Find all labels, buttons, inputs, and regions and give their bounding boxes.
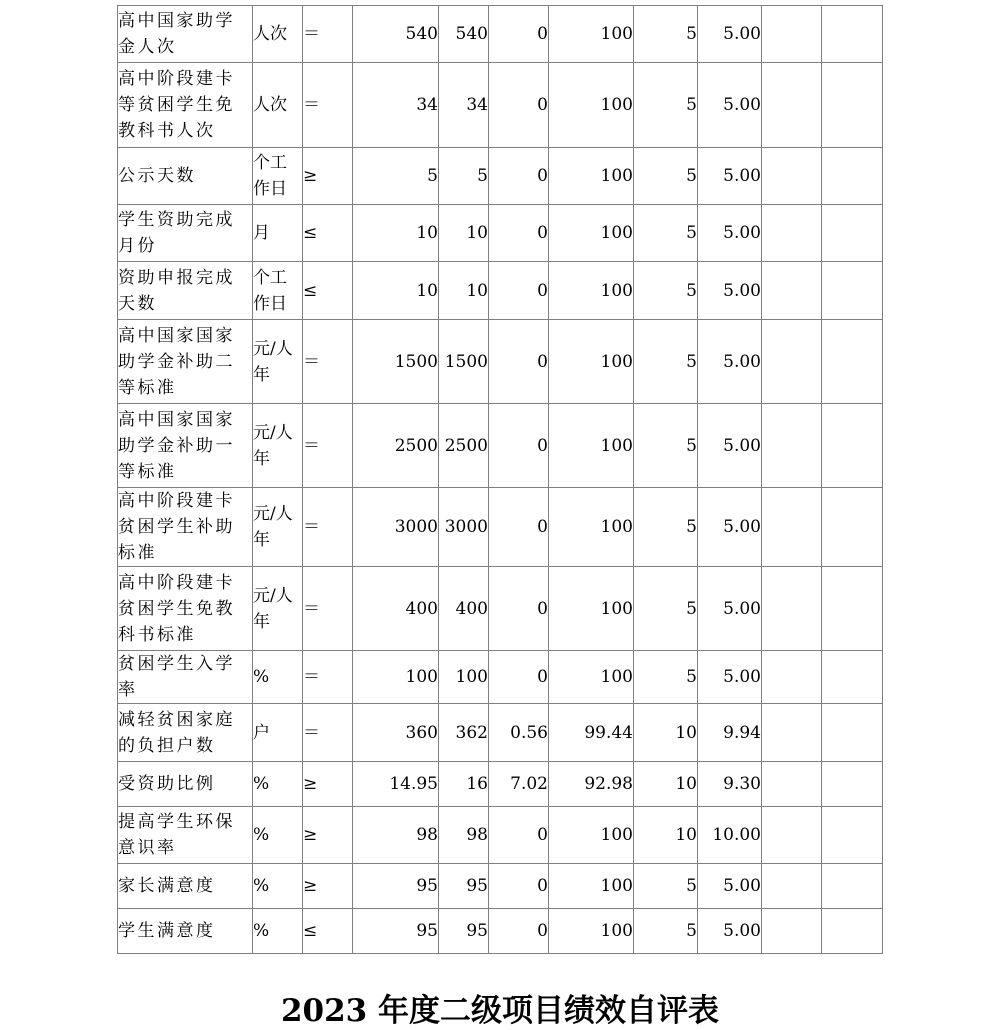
- comparison-operator: ＝: [303, 6, 353, 63]
- empty-cell: [822, 6, 883, 63]
- actual-value: 362: [439, 704, 489, 762]
- empty-cell: [822, 320, 883, 404]
- target-value: 95: [353, 864, 439, 909]
- target-value: 5: [353, 148, 439, 205]
- comparison-operator: ＝: [303, 704, 353, 762]
- indicator-unit: 人次: [253, 63, 303, 148]
- deviation-value: 0: [489, 262, 549, 320]
- empty-cell: [822, 762, 883, 807]
- actual-value: 5: [439, 148, 489, 205]
- deviation-value: 0: [489, 148, 549, 205]
- indicator-unit: 人次: [253, 6, 303, 63]
- score-value: 5.00: [698, 864, 762, 909]
- indicator-name: 提高学生环保意识率: [118, 807, 253, 864]
- score-value: 5.00: [698, 909, 762, 954]
- actual-value: 95: [439, 864, 489, 909]
- weight-value: 5: [634, 320, 698, 404]
- target-value: 10: [353, 262, 439, 320]
- indicator-unit: %: [253, 762, 303, 807]
- completion-rate: 100: [549, 262, 634, 320]
- weight-value: 10: [634, 762, 698, 807]
- completion-rate: 100: [549, 909, 634, 954]
- comparison-operator: ＝: [303, 63, 353, 148]
- comparison-operator: ＝: [303, 320, 353, 404]
- empty-cell: [822, 807, 883, 864]
- target-value: 98: [353, 807, 439, 864]
- actual-value: 10: [439, 205, 489, 262]
- actual-value: 3000: [439, 488, 489, 567]
- completion-rate: 100: [549, 567, 634, 651]
- indicator-name: 学生资助完成月份: [118, 205, 253, 262]
- deviation-value: 0: [489, 807, 549, 864]
- deviation-value: 0.56: [489, 704, 549, 762]
- actual-value: 98: [439, 807, 489, 864]
- completion-rate: 100: [549, 864, 634, 909]
- target-value: 400: [353, 567, 439, 651]
- table-row: [118, 320, 883, 404]
- table-row: [118, 404, 883, 488]
- empty-cell: [762, 262, 822, 320]
- empty-cell: [762, 63, 822, 148]
- actual-value: 10: [439, 262, 489, 320]
- target-value: 360: [353, 704, 439, 762]
- weight-value: 5: [634, 6, 698, 63]
- empty-cell: [822, 651, 883, 704]
- indicator-name: 高中国家助学金人次: [118, 6, 253, 63]
- score-value: 10.00: [698, 807, 762, 864]
- weight-value: 10: [634, 704, 698, 762]
- actual-value: 1500: [439, 320, 489, 404]
- empty-cell: [762, 320, 822, 404]
- indicator-unit: 元/人年: [253, 320, 303, 404]
- completion-rate: 100: [549, 651, 634, 704]
- score-value: 5.00: [698, 320, 762, 404]
- target-value: 95: [353, 909, 439, 954]
- table-row: [118, 762, 883, 807]
- indicator-unit: %: [253, 864, 303, 909]
- actual-value: 95: [439, 909, 489, 954]
- completion-rate: 100: [549, 6, 634, 63]
- indicator-unit: %: [253, 651, 303, 704]
- target-value: 1500: [353, 320, 439, 404]
- empty-cell: [762, 567, 822, 651]
- score-value: 5.00: [698, 6, 762, 63]
- completion-rate: 100: [549, 63, 634, 148]
- comparison-operator: ≥: [303, 807, 353, 864]
- completion-rate: 100: [549, 320, 634, 404]
- empty-cell: [762, 205, 822, 262]
- weight-value: 5: [634, 651, 698, 704]
- performance-table: [117, 5, 883, 954]
- indicator-name: 贫困学生入学率: [118, 651, 253, 704]
- indicator-name: 高中阶段建卡等贫困学生免教科书人次: [118, 63, 253, 148]
- comparison-operator: ＝: [303, 651, 353, 704]
- comparison-operator: ≤: [303, 205, 353, 262]
- empty-cell: [822, 488, 883, 567]
- indicator-name: 高中国家国家助学金补助一等标准: [118, 404, 253, 488]
- empty-cell: [822, 567, 883, 651]
- target-value: 540: [353, 6, 439, 63]
- table-body: [118, 6, 883, 954]
- next-table-title: 2023 年度二级项目绩效自评表: [280, 993, 720, 1029]
- comparison-operator: ≥: [303, 762, 353, 807]
- weight-value: 10: [634, 807, 698, 864]
- comparison-operator: ＝: [303, 404, 353, 488]
- table-row: [118, 63, 883, 148]
- indicator-name: 家长满意度: [118, 864, 253, 909]
- table-row: [118, 567, 883, 651]
- empty-cell: [762, 704, 822, 762]
- empty-cell: [762, 488, 822, 567]
- target-value: 100: [353, 651, 439, 704]
- empty-cell: [822, 63, 883, 148]
- empty-cell: [762, 6, 822, 63]
- weight-value: 5: [634, 567, 698, 651]
- score-value: 9.30: [698, 762, 762, 807]
- completion-rate: 92.98: [549, 762, 634, 807]
- empty-cell: [822, 404, 883, 488]
- actual-value: 34: [439, 63, 489, 148]
- target-value: 3000: [353, 488, 439, 567]
- completion-rate: 100: [549, 807, 634, 864]
- indicator-unit: 个工作日: [253, 148, 303, 205]
- score-value: 5.00: [698, 404, 762, 488]
- actual-value: 2500: [439, 404, 489, 488]
- score-value: 5.00: [698, 567, 762, 651]
- comparison-operator: ＝: [303, 488, 353, 567]
- weight-value: 5: [634, 205, 698, 262]
- indicator-name: 高中阶段建卡贫困学生补助标准: [118, 488, 253, 567]
- table-row: [118, 651, 883, 704]
- deviation-value: 0: [489, 205, 549, 262]
- empty-cell: [822, 704, 883, 762]
- table-row: [118, 704, 883, 762]
- empty-cell: [822, 864, 883, 909]
- completion-rate: 100: [549, 148, 634, 205]
- table-row: [118, 6, 883, 63]
- weight-value: 5: [634, 909, 698, 954]
- deviation-value: 0: [489, 63, 549, 148]
- table-row: [118, 909, 883, 954]
- deviation-value: 7.02: [489, 762, 549, 807]
- deviation-value: 0: [489, 6, 549, 63]
- comparison-operator: ≥: [303, 148, 353, 205]
- indicator-name: 资助申报完成天数: [118, 262, 253, 320]
- deviation-value: 0: [489, 864, 549, 909]
- score-value: 5.00: [698, 488, 762, 567]
- weight-value: 5: [634, 63, 698, 148]
- actual-value: 100: [439, 651, 489, 704]
- indicator-name: 受资助比例: [118, 762, 253, 807]
- empty-cell: [822, 262, 883, 320]
- table-row: [118, 488, 883, 567]
- empty-cell: [762, 651, 822, 704]
- completion-rate: 100: [549, 205, 634, 262]
- empty-cell: [762, 762, 822, 807]
- completion-rate: 99.44: [549, 704, 634, 762]
- empty-cell: [762, 864, 822, 909]
- indicator-name: 高中阶段建卡贫困学生免教科书标准: [118, 567, 253, 651]
- empty-cell: [822, 148, 883, 205]
- deviation-value: 0: [489, 909, 549, 954]
- empty-cell: [822, 909, 883, 954]
- deviation-value: 0: [489, 404, 549, 488]
- target-value: 10: [353, 205, 439, 262]
- deviation-value: 0: [489, 320, 549, 404]
- actual-value: 16: [439, 762, 489, 807]
- weight-value: 5: [634, 262, 698, 320]
- comparison-operator: ≤: [303, 262, 353, 320]
- table-row: [118, 148, 883, 205]
- deviation-value: 0: [489, 488, 549, 567]
- table-row: [118, 807, 883, 864]
- indicator-unit: 月: [253, 205, 303, 262]
- comparison-operator: ＝: [303, 567, 353, 651]
- weight-value: 5: [634, 488, 698, 567]
- target-value: 2500: [353, 404, 439, 488]
- actual-value: 540: [439, 6, 489, 63]
- table-row: [118, 864, 883, 909]
- indicator-name: 公示天数: [118, 148, 253, 205]
- completion-rate: 100: [549, 404, 634, 488]
- indicator-name: 高中国家国家助学金补助二等标准: [118, 320, 253, 404]
- empty-cell: [762, 807, 822, 864]
- indicator-name: 减轻贫困家庭的负担户数: [118, 704, 253, 762]
- empty-cell: [762, 148, 822, 205]
- empty-cell: [762, 404, 822, 488]
- score-value: 9.94: [698, 704, 762, 762]
- score-value: 5.00: [698, 148, 762, 205]
- indicator-unit: 元/人年: [253, 488, 303, 567]
- indicator-unit: %: [253, 909, 303, 954]
- actual-value: 400: [439, 567, 489, 651]
- indicator-unit: %: [253, 807, 303, 864]
- indicator-name: 学生满意度: [118, 909, 253, 954]
- score-value: 5.00: [698, 205, 762, 262]
- score-value: 5.00: [698, 262, 762, 320]
- weight-value: 5: [634, 404, 698, 488]
- table-row: [118, 262, 883, 320]
- comparison-operator: ≤: [303, 909, 353, 954]
- empty-cell: [762, 909, 822, 954]
- score-value: 5.00: [698, 63, 762, 148]
- score-value: 5.00: [698, 651, 762, 704]
- indicator-unit: 元/人年: [253, 404, 303, 488]
- target-value: 14.95: [353, 762, 439, 807]
- completion-rate: 100: [549, 488, 634, 567]
- weight-value: 5: [634, 148, 698, 205]
- indicator-unit: 个工作日: [253, 262, 303, 320]
- weight-value: 5: [634, 864, 698, 909]
- deviation-value: 0: [489, 651, 549, 704]
- comparison-operator: ≥: [303, 864, 353, 909]
- indicator-unit: 元/人年: [253, 567, 303, 651]
- table-row: [118, 205, 883, 262]
- indicator-unit: 户: [253, 704, 303, 762]
- target-value: 34: [353, 63, 439, 148]
- empty-cell: [822, 205, 883, 262]
- deviation-value: 0: [489, 567, 549, 651]
